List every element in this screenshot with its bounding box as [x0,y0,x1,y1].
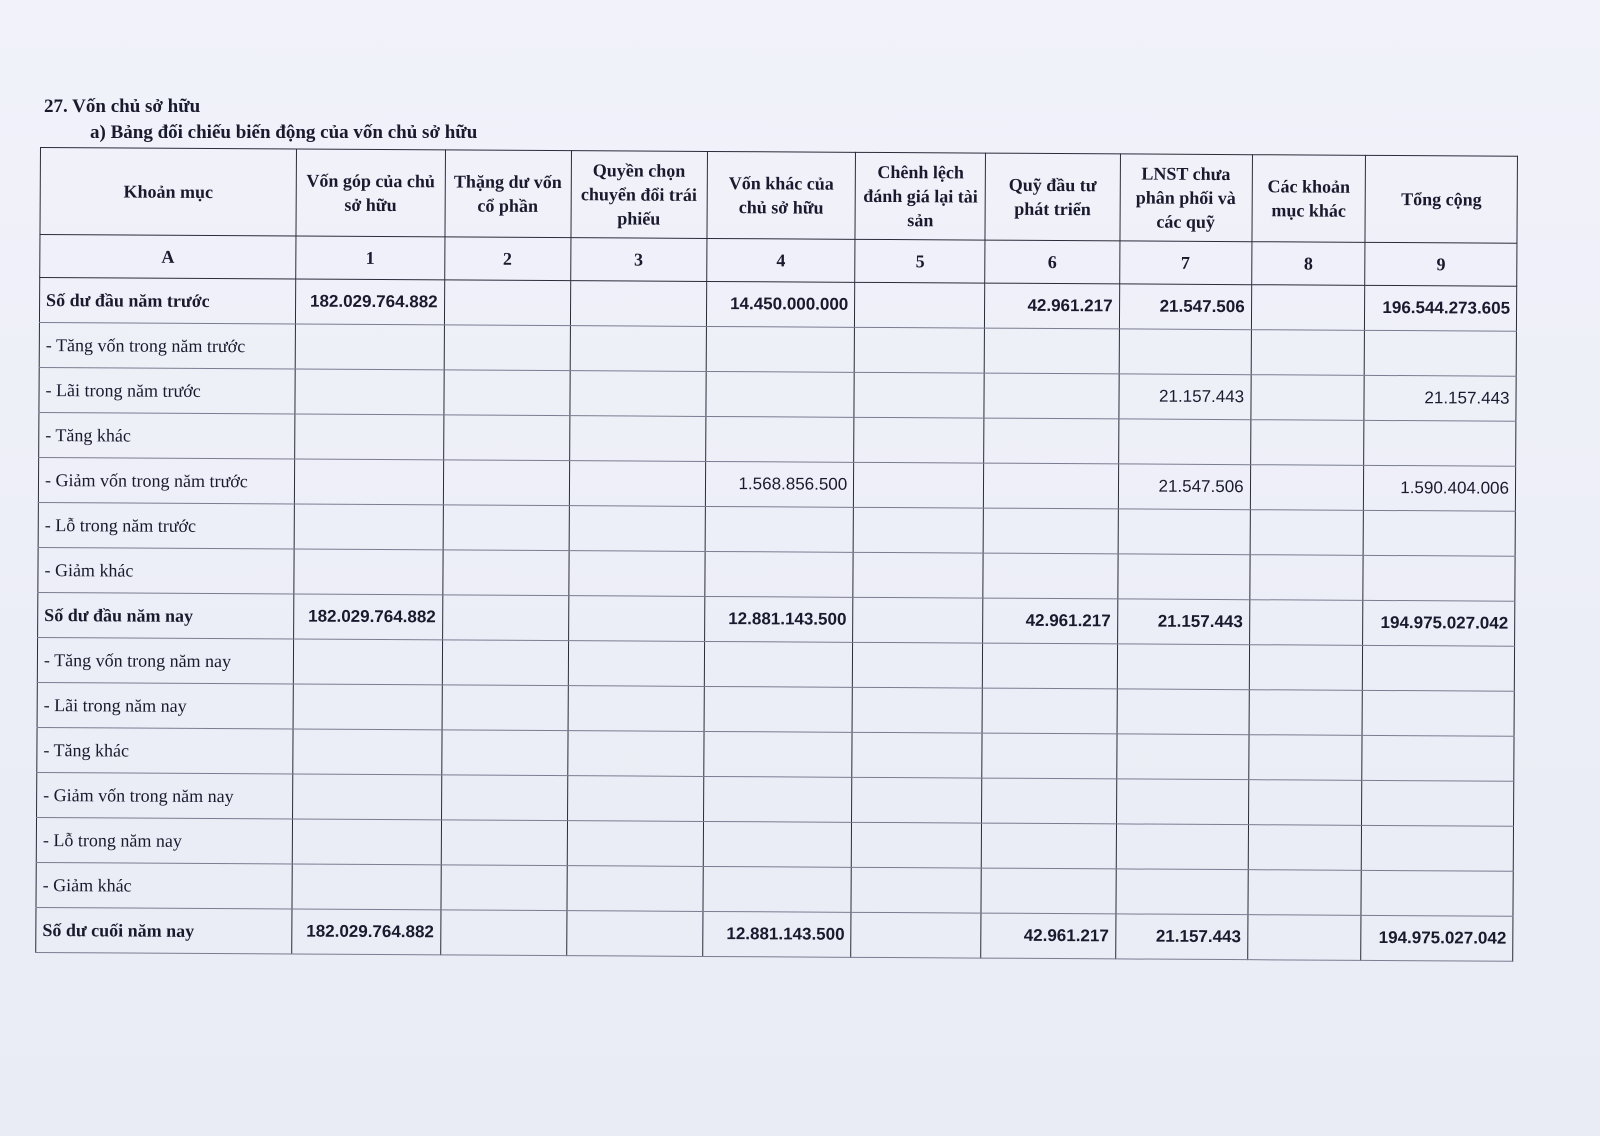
section-subheading: a) Bảng đối chiếu biến động của vốn chủ sở hữu [90,122,478,143]
table-cell [1118,509,1250,555]
row-label: - Giảm vốn trong năm nay [37,772,293,819]
table-cell: 21.547.506 [1119,284,1251,330]
table-cell [1249,690,1363,736]
table-cell [1119,329,1251,375]
row-label: Số dư đầu năm nay [38,592,294,639]
table-cell [569,461,705,507]
table-cell [705,506,854,552]
table-cell [294,549,443,595]
table-cell: 12.881.143.500 [703,911,852,957]
table-cell [703,776,852,822]
row-label: - Tăng khác [39,412,295,459]
column-index: A [40,235,296,280]
table-cell [851,912,981,958]
table-cell [440,910,566,956]
column-index: 5 [855,239,985,283]
table-cell [1247,915,1361,961]
column-header: Vốn góp của chủ sở hữu [296,149,445,237]
table-cell: 1.590.404.006 [1364,465,1516,511]
table-cell [1248,825,1362,871]
table-cell [853,642,983,688]
table-cell [983,553,1117,599]
table-cell [1362,735,1514,781]
table-cell [568,641,704,687]
table-cell [704,686,853,732]
table-cell [1250,420,1364,466]
table-cell [1250,465,1364,511]
column-index: 4 [707,238,856,282]
table-cell [570,281,706,327]
table-cell: 14.450.000.000 [706,281,855,327]
table-cell [1364,510,1516,556]
table-cell [706,326,855,372]
table-cell [1362,825,1514,871]
row-label: - Lỗ trong năm trước [38,502,294,549]
table-cell: 194.975.027.042 [1361,915,1513,961]
table-cell: 182.029.764.882 [294,594,443,640]
table-cell [444,325,570,371]
column-header: Khoản mục [40,148,297,237]
table-cell [854,327,984,373]
column-header: Vốn khác của chủ sở hữu [707,151,856,239]
table-cell [1361,870,1513,916]
row-label: - Lãi trong năm trước [39,367,295,414]
column-index: 8 [1251,242,1365,286]
column-header: Các khoản mục khác [1252,155,1366,243]
column-index: 7 [1119,241,1251,285]
row-label: - Giảm khác [36,862,292,909]
table-cell [566,911,702,957]
table-cell [703,866,852,912]
table-cell [1363,555,1515,601]
table-cell [1363,690,1515,736]
equity-reconciliation-table [35,147,1518,962]
table-cell [292,864,441,910]
table-cell [1249,555,1363,601]
table-cell [1363,645,1515,691]
table-cell [443,460,569,506]
column-header-row [40,148,1517,244]
table-cell [1117,689,1249,735]
table-cell: 21.157.443 [1117,599,1249,645]
table-cell [441,730,567,776]
row-label: Số dư đầu năm trước [39,278,295,325]
table-cell [442,550,568,596]
column-header: Thặng dư vốn cổ phần [445,150,572,238]
table-cell [567,776,703,822]
table-cell: 21.157.443 [1118,374,1250,420]
table-cell [704,731,853,777]
table-cell: 182.029.764.882 [296,279,445,325]
table-cell [569,506,705,552]
table-cell [443,505,569,551]
table-cell [570,326,706,372]
column-header: Quyền chọn chuyển đổi trái phiếu [571,151,708,239]
table-cell [295,324,444,370]
column-header: LNST chưa phân phối và các quỹ [1119,154,1252,242]
table-cell [295,459,444,505]
table-cell [293,639,442,685]
table-cell [1117,554,1249,600]
table-cell: 12.881.143.500 [704,596,853,642]
row-label: - Giảm vốn trong năm trước [38,457,294,504]
table-cell [292,819,441,865]
table-cell [982,733,1116,779]
table-cell [853,597,983,643]
table-cell [570,371,706,417]
table-cell: 21.157.443 [1115,914,1247,960]
row-label: - Lãi trong năm nay [37,682,293,729]
table-cell: 21.547.506 [1118,464,1250,510]
table-cell [982,778,1116,824]
table-cell [985,328,1119,374]
table-cell [443,415,569,461]
table-cell [441,775,567,821]
row-label: - Tăng vốn trong năm trước [39,322,295,369]
table-cell [1118,419,1250,465]
table-cell [1116,779,1248,825]
table-cell [981,868,1115,914]
table-cell [441,865,567,911]
table-cell: 194.975.027.042 [1363,600,1515,646]
table-cell [705,416,854,462]
table-cell [984,373,1118,419]
column-index: 3 [570,238,706,282]
table-cell [444,280,570,326]
table-cell [1248,870,1362,916]
table-cell [1116,734,1248,780]
table-cell [1250,510,1364,556]
table-cell [704,641,853,687]
row-label: - Lỗ trong năm nay [36,817,292,864]
section-heading: 27. Vốn chủ sở hữu [44,96,201,117]
table-cell [851,822,981,868]
table-cell [295,369,444,415]
table-cell [568,686,704,732]
table-cell [568,551,704,597]
table-body [36,278,1517,962]
table-cell [852,687,982,733]
table-cell [852,732,982,778]
column-header: Tổng cộng [1365,155,1517,243]
table-cell [1365,330,1517,376]
table-cell [854,372,984,418]
table-cell [293,729,442,775]
table-row [36,907,1513,961]
table-cell [1362,780,1514,826]
table-cell [442,685,568,731]
table-cell [294,504,443,550]
table-cell: 182.029.764.882 [292,909,441,955]
table-cell: 42.961.217 [983,598,1117,644]
table-cell [854,462,984,508]
table-cell [1251,375,1365,421]
table-cell: 42.961.217 [985,283,1119,329]
table-cell: 196.544.273.605 [1365,285,1517,331]
table-cell [1364,420,1516,466]
table-cell [982,688,1116,734]
table-cell [442,640,568,686]
table-cell [293,774,442,820]
table-cell [853,552,983,598]
table-cell [1115,869,1247,915]
table-cell [854,417,984,463]
row-label: - Tăng khác [37,727,293,774]
table-cell [706,371,855,417]
table-cell [1248,780,1362,826]
column-index: 9 [1365,242,1517,286]
table-cell [705,551,854,597]
table-cell: 21.157.443 [1364,375,1516,421]
table-cell [569,416,705,462]
table-cell [1249,600,1363,646]
column-header: Quỹ đầu tư phát triển [985,153,1120,241]
column-index: 2 [444,237,570,281]
table-cell [983,643,1117,689]
table-cell [441,820,567,866]
table-cell [1251,285,1365,331]
table-cell [852,777,982,823]
table-cell [983,508,1117,554]
table-cell [293,684,442,730]
table-cell [1248,735,1362,781]
table-cell [1116,824,1248,870]
table-cell [984,463,1118,509]
table-cell [1249,645,1363,691]
table-cell [982,823,1116,869]
table-cell: 42.961.217 [981,913,1115,959]
table-cell [851,867,981,913]
table-cell [442,595,568,641]
table-header [40,148,1518,287]
table-cell [1117,644,1249,690]
column-index: 1 [296,236,445,280]
table-cell [984,418,1118,464]
table-cell [703,821,852,867]
table-cell [853,507,983,553]
column-header: Chênh lệch đánh giá lại tài sản [855,152,986,240]
table-cell [567,821,703,867]
table-cell [567,866,703,912]
table-cell: 1.568.856.500 [705,461,854,507]
table-cell [568,596,704,642]
row-label: Số dư cuối năm nay [36,907,292,954]
row-label: - Tăng vốn trong năm nay [37,637,293,684]
table-cell [567,731,703,777]
row-label: - Giảm khác [38,547,294,594]
table-cell [855,282,985,328]
table-cell [443,370,569,416]
table-cell [1251,330,1365,376]
table-cell [295,414,444,460]
column-index: 6 [985,240,1119,284]
